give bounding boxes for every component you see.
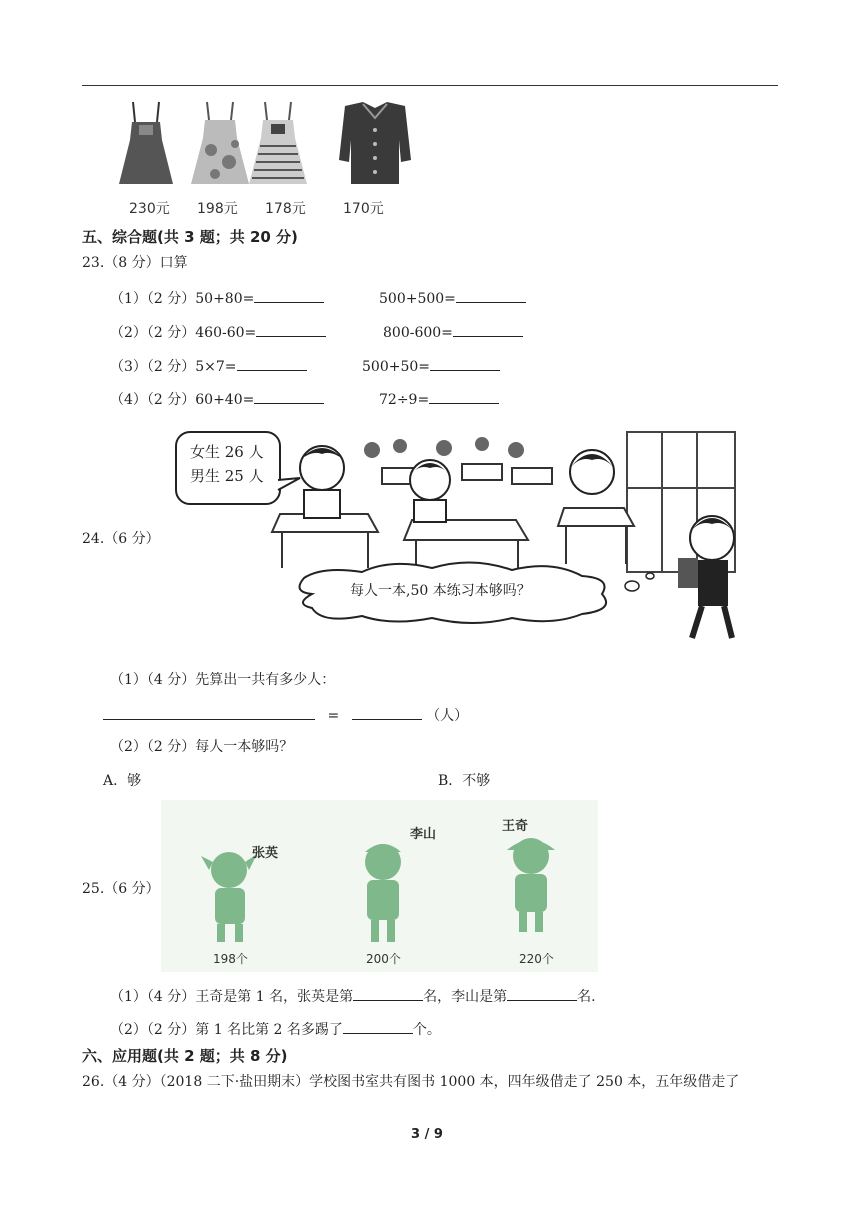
bubble-line-2: 男生 25 人 xyxy=(190,467,264,485)
count-zhangying: 198个 xyxy=(213,952,248,966)
section-5-heading: 五、综合题(共 3 题；共 20 分) xyxy=(82,228,298,246)
answer-blank[interactable] xyxy=(256,322,326,337)
q24-stem: 24.（6 分） xyxy=(82,531,160,547)
q25-sub1-part-c: 名. xyxy=(577,989,596,1005)
q25-sub1 xyxy=(110,986,596,1006)
price-3: 178元 xyxy=(265,201,306,217)
q25-stem: 25.（6 分） xyxy=(82,881,160,897)
boy-lishan-icon xyxy=(365,844,401,942)
q25-sub2 xyxy=(110,1019,441,1039)
dress-dark-icon xyxy=(119,102,173,184)
answer-blank[interactable] xyxy=(353,986,423,1001)
option-a[interactable]: A．够 xyxy=(103,773,142,789)
answer-blank[interactable] xyxy=(237,356,307,371)
boy-right-icon xyxy=(570,450,614,494)
dress-flower-icon xyxy=(191,102,249,184)
expression-blank[interactable] xyxy=(103,705,315,720)
price-4: 170元 xyxy=(343,201,384,217)
answer-blank[interactable] xyxy=(343,1019,413,1034)
q25-sub2-part-b: 个。 xyxy=(412,1022,441,1038)
answer-blank[interactable] xyxy=(429,389,499,404)
boy-icon xyxy=(300,446,344,518)
girl-icon xyxy=(410,460,450,522)
dress-striped-icon xyxy=(249,102,307,184)
q24-equation xyxy=(103,705,468,725)
equals-sign: = xyxy=(327,708,340,724)
answer-blank[interactable] xyxy=(254,389,324,404)
answer-blank[interactable] xyxy=(430,356,500,371)
answer-blank[interactable] xyxy=(456,288,526,303)
walking-boy-icon xyxy=(678,516,734,638)
bubble-line-1: 女生 26 人 xyxy=(190,443,264,461)
count-wangqi: 220个 xyxy=(519,952,554,966)
unit-label: （人） xyxy=(426,708,469,724)
q23-row-1-right xyxy=(379,288,526,308)
q23-row-3-right-expr: 500+50= xyxy=(362,359,430,375)
option-b[interactable]: B．不够 xyxy=(438,773,491,789)
q23-row-4-right-expr: 72÷9= xyxy=(379,392,430,408)
q23-row-2-right-expr: 800-600= xyxy=(383,325,453,341)
q23-row-3-left: （3）（2 分）5×7= xyxy=(110,359,237,375)
q23-row-4-right xyxy=(379,389,499,409)
q23-stem: 23.（8 分）口算 xyxy=(82,255,188,271)
answer-blank[interactable] xyxy=(352,705,422,720)
top-rule xyxy=(82,85,778,86)
q24-sub1: （1）（4 分）先算出一共有多少人： xyxy=(110,672,336,688)
q24-sub2: （2）（2 分）每人一本够吗？ xyxy=(110,739,294,755)
price-2: 198元 xyxy=(197,201,238,217)
q25-sub2-part-a: （2）（2 分）第 1 名比第 2 名多踢了 xyxy=(110,1022,343,1038)
q25-sub1-part-b: 名，李山是第 xyxy=(423,989,508,1005)
name-wangqi: 王奇 xyxy=(502,819,529,834)
q23-row-2-left: （2）（2 分）460-60= xyxy=(110,325,257,341)
name-lishan: 李山 xyxy=(410,827,437,842)
q23-row-1-right-expr: 500+500= xyxy=(379,291,456,307)
q26-text: 26.（4 分）（2018 二下·盐田期末）学校图书室共有图书 1000 本，四年级借走了 250 本，五年级借走了 xyxy=(82,1074,740,1090)
q23-row-4-left: （4）（2 分）60+40= xyxy=(110,392,255,408)
q23-row-3-right xyxy=(362,356,500,376)
q23-row-1 xyxy=(110,288,324,308)
answer-blank[interactable] xyxy=(254,288,324,303)
q23-row-2-right xyxy=(383,322,523,342)
girl-zhangying-icon xyxy=(201,852,257,942)
cloud-text: 每人一本,50 本练习本够吗？ xyxy=(350,583,531,599)
girl-wangqi-icon xyxy=(507,838,555,932)
q23-row-4 xyxy=(110,389,324,409)
q23-row-2 xyxy=(110,322,326,342)
q23-row-1-left: （1）（2 分）50+80= xyxy=(110,291,255,307)
count-lishan: 200个 xyxy=(366,952,401,966)
q25-sub1-part-a: （1）（4 分）王奇是第 1 名，张英是第 xyxy=(110,989,354,1005)
answer-blank[interactable] xyxy=(507,986,577,1001)
coat-icon xyxy=(339,102,411,184)
price-1: 230元 xyxy=(129,201,170,217)
q23-row-3 xyxy=(110,356,307,376)
section-6-heading: 六、应用题(共 2 题；共 8 分) xyxy=(82,1047,288,1065)
shuttlecock-kids-illustration xyxy=(161,800,598,972)
page-number: 3 / 9 xyxy=(411,1127,443,1142)
clothes-illustration xyxy=(115,100,415,190)
name-zhangying: 张英 xyxy=(252,846,279,861)
answer-blank[interactable] xyxy=(453,322,523,337)
